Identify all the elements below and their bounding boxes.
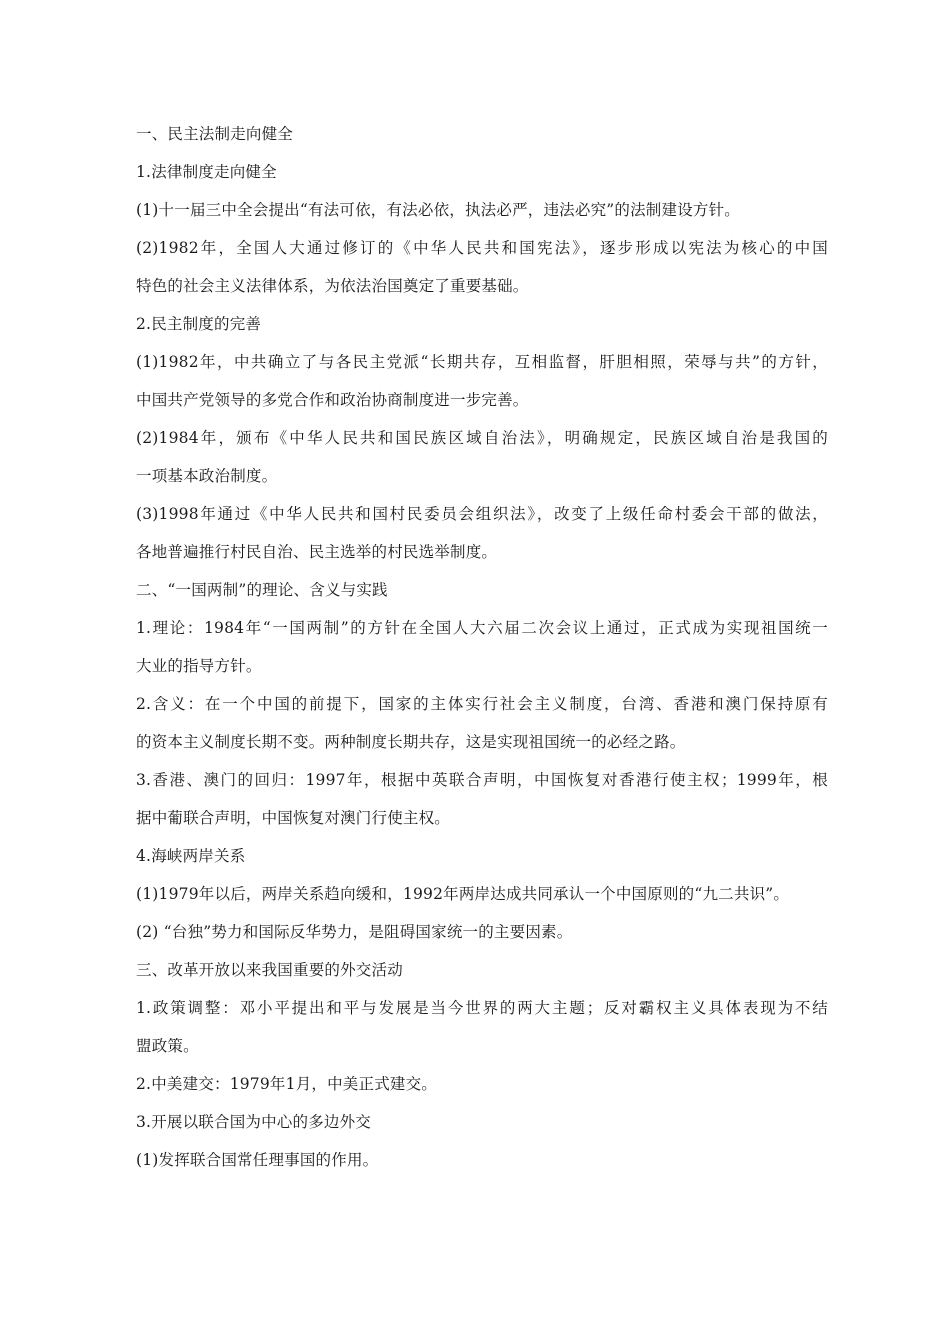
subsection-heading: 1.法律制度走向健全	[136, 163, 277, 181]
paragraph	[136, 428, 836, 487]
section-heading: 一、民主法制走向健全	[136, 125, 294, 143]
paragraph: (2) “台独”势力和国际反华势力，是阻碍国家统一的主要因素。	[136, 923, 573, 941]
paragraph-line: 2.含义：在一个中国的前提下，国家的主体实行社会主义制度，台湾、香港和澳门保持原有	[136, 695, 828, 713]
paragraph-line: (3)1998年通过《中华人民共和国村民委员会组织法》，改变了上级任命村委会干部的做法，	[136, 505, 828, 523]
paragraph-line: 1.政策调整：邓小平提出和平与发展是当今世界的两大主题；反对霸权主义具体表现为不结	[136, 999, 828, 1017]
subsection-heading: 2.民主制度的完善	[136, 315, 262, 333]
paragraph: (1)十一届三中全会提出“有法可依，有法必依，执法必严，违法必究”的法制建设方针。	[136, 201, 741, 219]
paragraph	[136, 998, 836, 1057]
paragraph-line: (2)1982年，全国人大通过修订的《中华人民共和国宪法》，逐步形成以宪法为核心的中国	[136, 239, 828, 257]
paragraph-line: 大业的指导方针。	[136, 657, 262, 675]
document-body	[136, 124, 836, 1188]
paragraph-line: 盟政策。	[136, 1037, 199, 1055]
paragraph-line: 特色的社会主义法律体系，为依法治国奠定了重要基础。	[136, 277, 529, 295]
paragraph	[136, 694, 836, 753]
paragraph: (1)发挥联合国常任理事国的作用。	[136, 1151, 379, 1169]
paragraph-line: (1)1982年，中共确立了与各民主党派“长期共存，互相监督，肝胆相照，荣辱与共”的方针，	[136, 353, 828, 371]
paragraph-line: 3.香港、澳门的回归：1997年，根据中英联合声明，中国恢复对香港行使主权；1999年，根	[136, 771, 828, 789]
paragraph	[136, 238, 836, 297]
paragraph-line: 中国共产党领导的多党合作和政治协商制度进一步完善。	[136, 391, 529, 409]
subsection-heading: 4.海峡两岸关系	[136, 847, 246, 865]
section-heading: 二、“一国两制”的理论、含义与实践	[136, 581, 388, 599]
paragraph-line: 一项基本政治制度。	[136, 467, 278, 485]
paragraph-line: 据中葡联合声明，中国恢复对澳门行使主权。	[136, 809, 451, 827]
paragraph-line: 各地普遍推行村民自治、民主选举的村民选举制度。	[136, 543, 498, 561]
subsection-heading: 3.开展以联合国为中心的多边外交	[136, 1113, 371, 1131]
paragraph-line: 1.理论：1984年“一国两制”的方针在全国人大六届二次会议上通过，正式成为实现祖国统一	[136, 619, 828, 637]
paragraph: (1)1979年以后，两岸关系趋向缓和，1992年两岸达成共同承认一个中国原则的“九二共识”。	[136, 885, 790, 903]
paragraph-line: (2)1984年，颁布《中华人民共和国民族区域自治法》，明确规定，民族区域自治是我国的	[136, 429, 828, 447]
paragraph-line: 的资本主义制度长期不变。两种制度长期共存，这是实现祖国统一的必经之路。	[136, 733, 686, 751]
paragraph	[136, 504, 836, 563]
paragraph	[136, 618, 836, 677]
paragraph	[136, 352, 836, 411]
paragraph	[136, 770, 836, 829]
section-heading: 三、改革开放以来我国重要的外交活动	[136, 961, 403, 979]
paragraph: 2.中美建交：1979年1月，中美正式建交。	[136, 1075, 437, 1093]
